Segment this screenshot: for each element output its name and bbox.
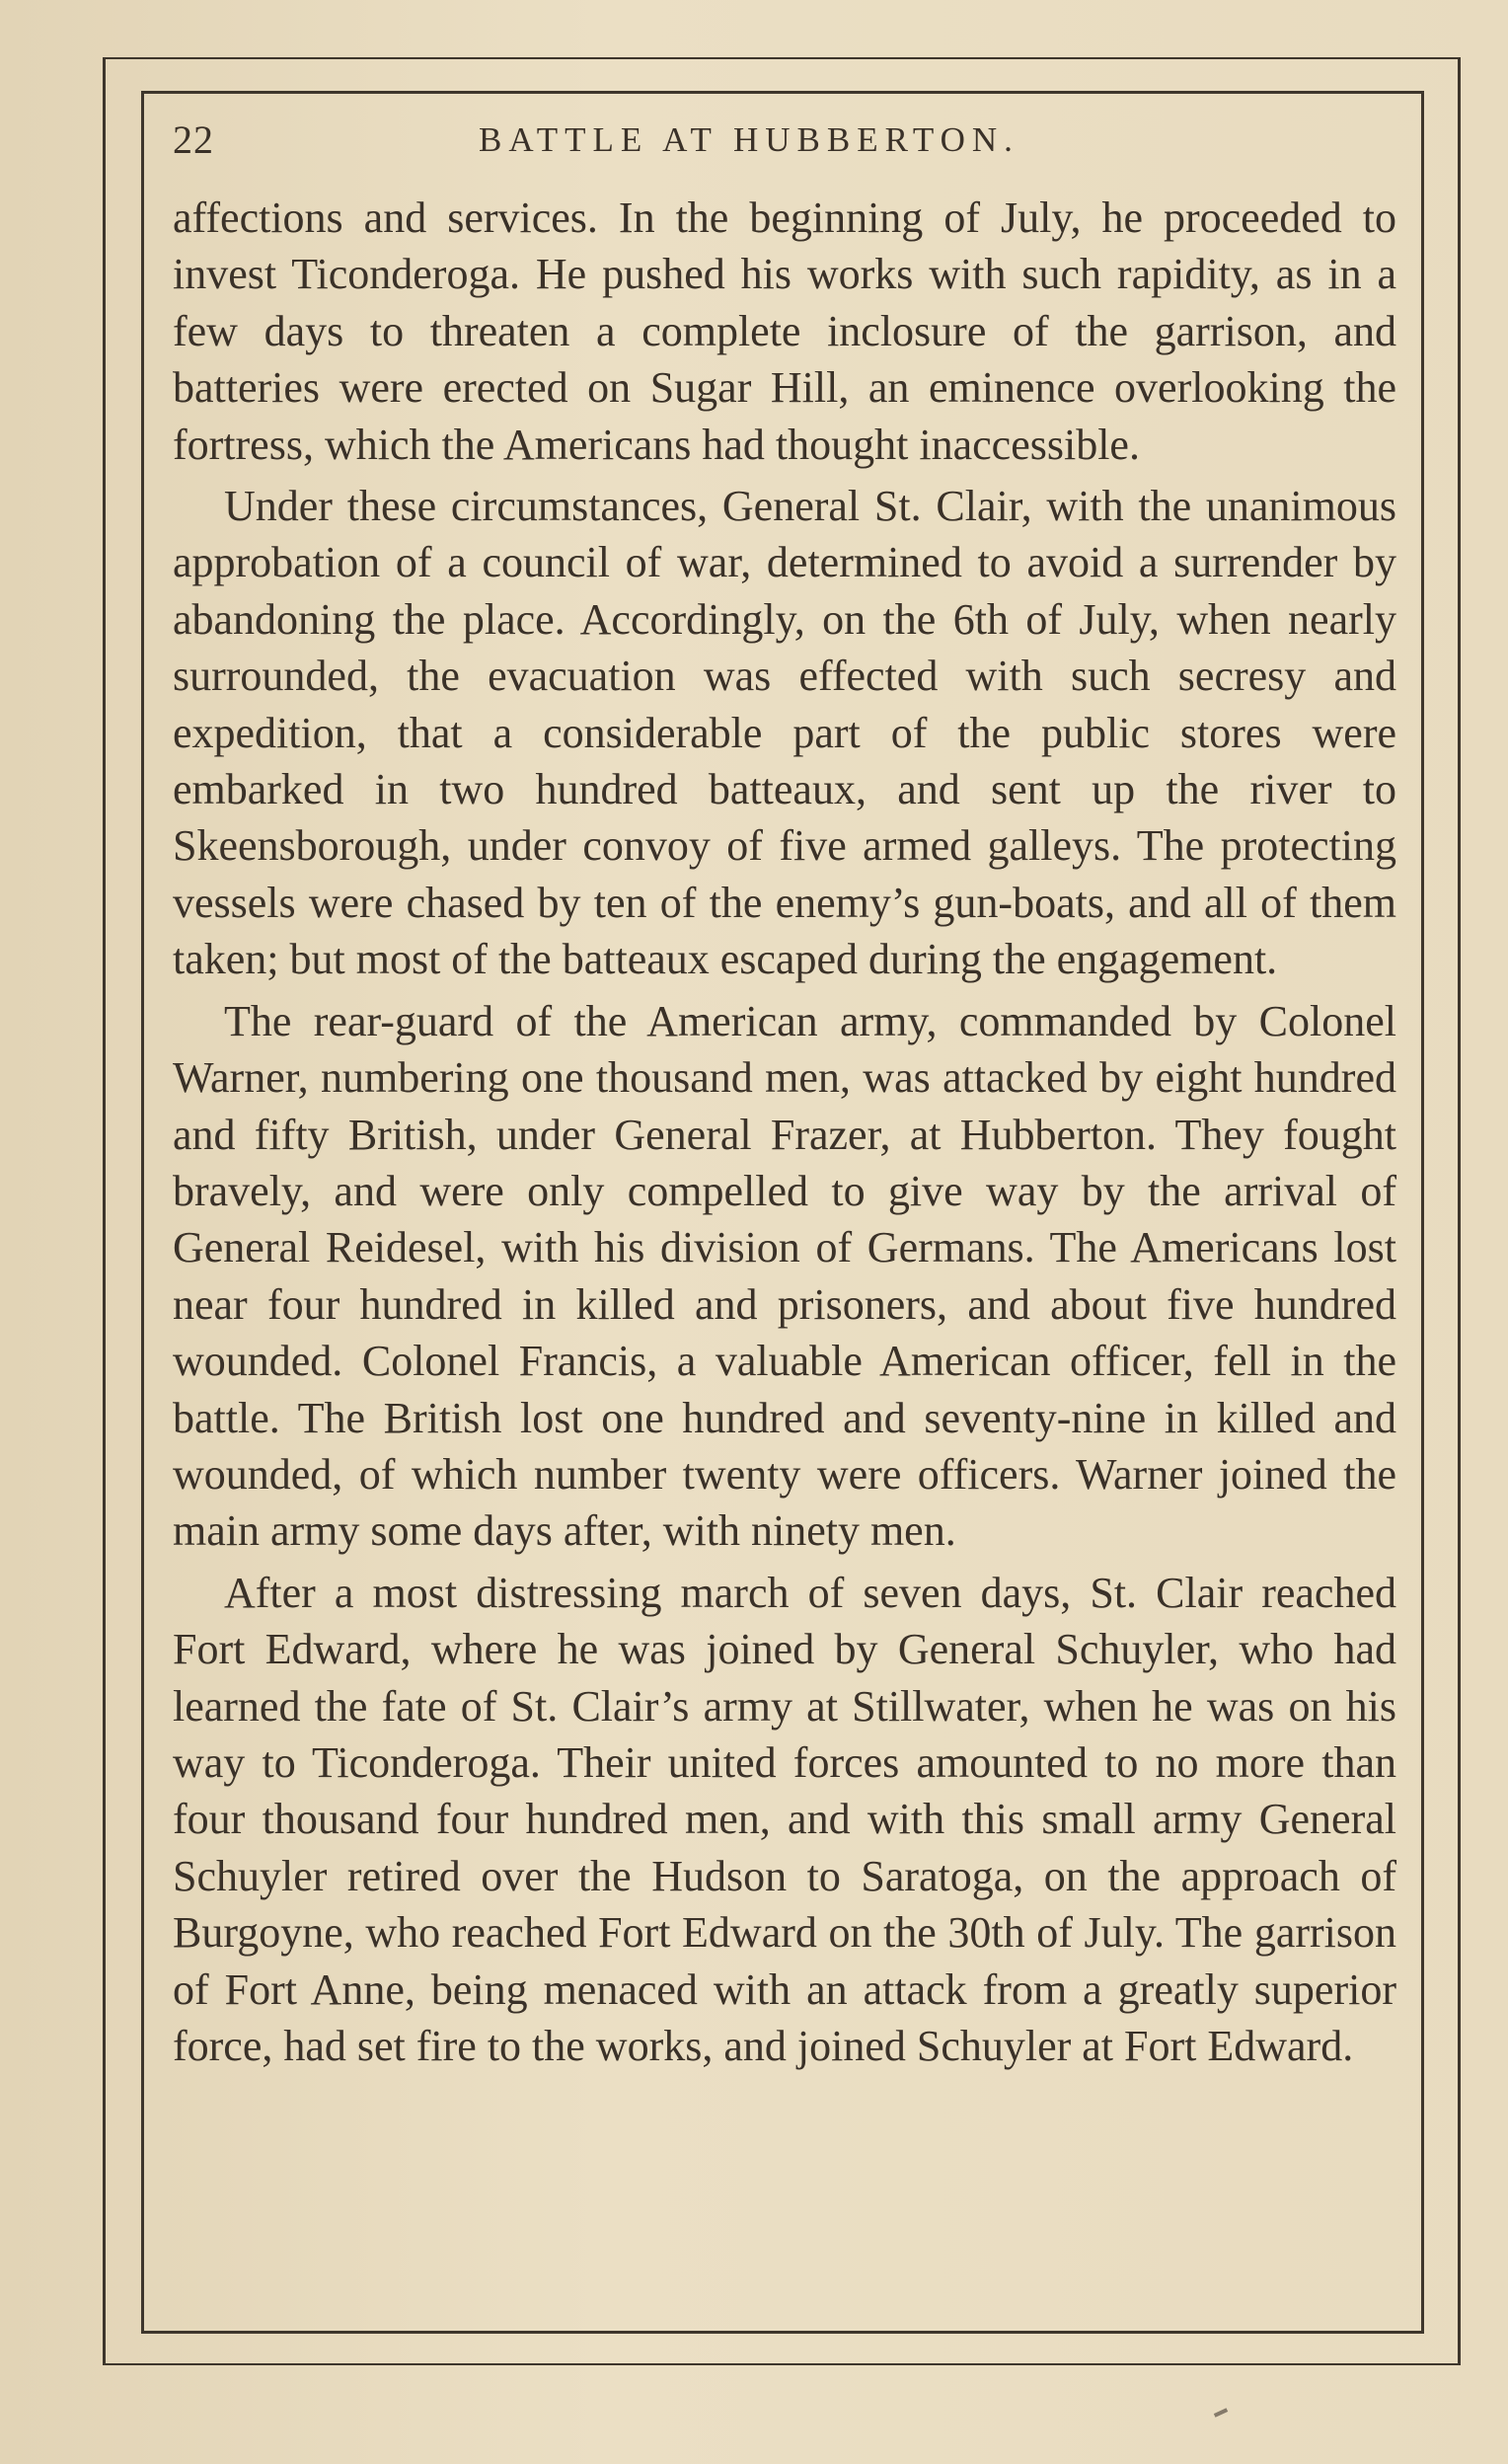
running-title: BATTLE AT HUBBERTON. [479,120,1019,159]
paragraph-1: affections and services. In the beginning of July, he proceeded to invest Ticonderoga. He pushed his works with such rapidity, as in a few days to threaten a complete inclosure of the garrison, and batteries were erected on Sugar Hill, an eminence overlooking the fortress, which the Americans had thought inaccessible. [173,193,1396,469]
paragraph-4: After a most distressing march of seven days, St. Clair reached Fort Edward, where he was joined by General Schuyler, who had learned the fate of St. Clair’s army at Stillwater, when he was on his way to Ticonderoga. Their united forces amounted to no more than four thousand four hundred men, and with this small army General Schuyler retired over the Hudson to Saratoga, on the approach of Burgoyne, who reached Fort Edward on the 30th of July. The garrison of Fort Anne, being menaced with an attack from a greatly superior force, had set fire to the works, and joined Schuyler at Fort Edward. [173,1568,1396,2070]
paragraph-3: The rear-guard of the American army, commanded by Colonel Warner, numbering one thousand men, was attacked by eight hundred and fifty British, under General Frazer, at Hubberton. They fought bravely, and were only compelled to give way by the arrival of General Reidesel, with his division of Germans. The Americans lost near four hundred in killed and prisoners, and about five hundred wounded. Colonel Francis, a valuable American officer, fell in the battle. The British lost one hundred and seventy-nine in killed and wounded, of which number twenty were officers. Warner joined the main army some days after, with ninety men. [173,996,1396,1556]
body-text [173,190,1396,2079]
page-number: 22 [173,117,214,162]
running-header [173,116,1396,172]
paragraph-2: Under these circumstances, General St. Clair, with the unanimous approbation of a council of war, determined to avoid a surrender by abandoning the place. Accordingly, on the 6th of July, when nearly surrounded, the evacuation was effected with such secresy and expedition, that a considerable part of the public stores were embarked in two hundred batteaux, and sent up the river to Skeensborough, under convoy of five armed galleys. The protecting vessels were chased by ten of the enemy’s gun-boats, and all of them taken; but most of the batteaux escaped during the engagement. [173,482,1396,984]
